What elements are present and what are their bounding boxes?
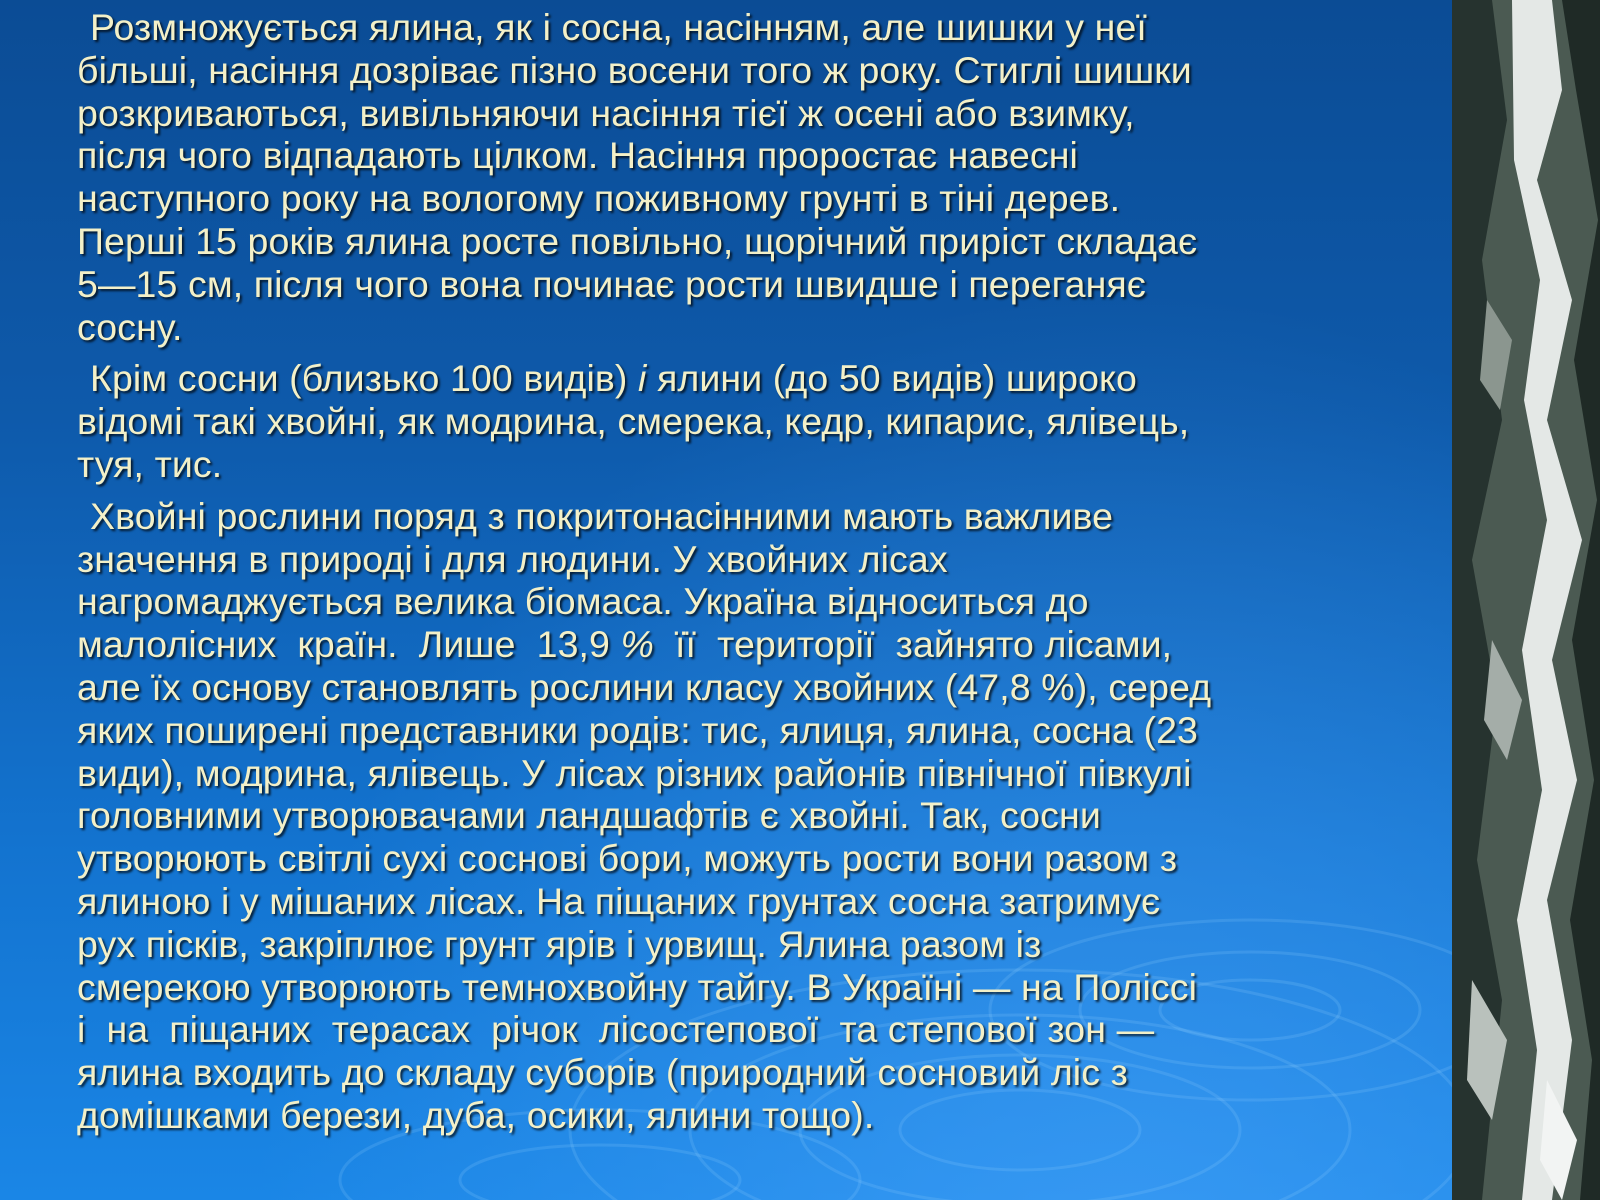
text-line: значення в природі і для людини. У хвойних лісах — [77, 537, 948, 580]
forest-photo-texture — [1452, 0, 1600, 1200]
text-fragment: малолісних країн. Лише 13,9 — [77, 623, 621, 666]
text-line: яких поширені представники родів: тис, ялиця, ялина, сосна (23 — [77, 708, 1199, 751]
text-fragment: Крім сосни (близько 100 видів) — [90, 357, 639, 400]
text-line: ялина входить до складу суборів (природний сосновий ліс з — [77, 1051, 1128, 1094]
text-line: домішками берези, дуба, осики, ялини тощо). — [77, 1093, 875, 1136]
text-line: сосну. — [77, 305, 183, 348]
paragraph-conifer-importance — [77, 495, 1417, 1137]
text-line: нагромаджується велика біомаса. Україна відноситься до — [77, 580, 1089, 623]
text-line: Хвойні рослини поряд з покритонасінними мають важливе — [90, 494, 1114, 537]
text-line: смерекою утворюють темнохвойну тайгу. В Україні — на Поліссі — [77, 965, 1198, 1008]
italic-conjunction: і — [638, 357, 647, 400]
text-line: види), модрина, ялівець. У лісах різних районів північної півкулі — [77, 751, 1192, 794]
forest-photo-strip — [1452, 0, 1600, 1200]
paragraph-conifer-species — [77, 357, 1417, 485]
text-line: Перші 15 років ялина росте повільно, щорічний приріст складає — [77, 219, 1198, 262]
text-line: відомі такі хвойні, як модрина, смерека, кедр, кипарис, ялівець, — [77, 400, 1190, 443]
text-line: але їх основу становлять рослини класу хвойних (47,8 %), серед — [77, 665, 1212, 708]
text-line: головними утворювачами ландшафтів є хвойні. Так, сосни — [77, 794, 1101, 837]
text-line: рух пісків, закріплює грунт ярів і урвищ. Ялина разом із — [77, 922, 1042, 965]
text-line: Розмножується ялина, як і сосна, насінням, але шишки у неї — [90, 6, 1147, 48]
text-line: туя, тис. — [77, 442, 223, 485]
text-line: розкриваються, вивільняючи насіння тієї ж осені або взимку, — [77, 91, 1135, 134]
text-line: наступного року на вологому поживному грунті в тіні дерев. — [77, 177, 1121, 220]
italic-percent: % — [620, 623, 654, 666]
text-fragment: її території зайнято лісами, — [653, 623, 1173, 666]
text-line: після чого відпадають цілком. Насіння проростає навесні — [77, 134, 1078, 177]
slide-text — [77, 6, 1417, 1146]
text-line: утворюють світлі сухі соснові бори, можуть рости вони разом з — [77, 837, 1178, 880]
text-line: і на піщаних терасах річок лісостепової та степової зон — — [77, 1008, 1155, 1051]
text-line: ялиною і у мішаних лісах. На піщаних грунтах сосна затримує — [77, 879, 1161, 922]
text-line: 5—15 см, після чого вона починає рости швидше і переганяє — [77, 262, 1147, 305]
paragraph-reproduction — [77, 6, 1417, 348]
text-fragment: ялини (до 50 видів) широко — [646, 357, 1137, 400]
text-line: більші, насіння дозріває пізно восени того ж року. Стиглі шишки — [77, 48, 1192, 91]
